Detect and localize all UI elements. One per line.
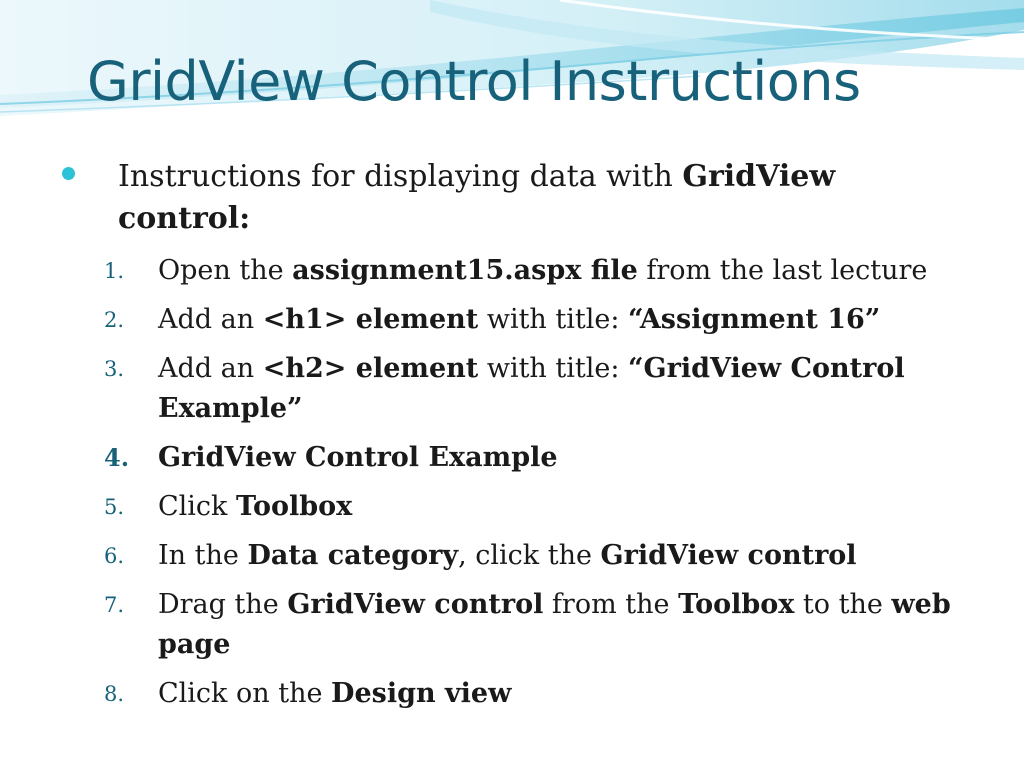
step-text bbox=[158, 353, 905, 424]
step-number: 2. bbox=[104, 308, 125, 332]
step-text-bold: GridView Control Example bbox=[158, 442, 558, 473]
step-text bbox=[158, 491, 352, 522]
step-text-bold: <h2> element bbox=[262, 353, 479, 384]
main-bullet-bold: GridView control: bbox=[118, 159, 836, 236]
step-text-plain: with title: bbox=[478, 353, 629, 384]
step-text bbox=[158, 540, 857, 571]
step-number: 7. bbox=[104, 593, 125, 617]
step-text-bold: Toolbox bbox=[236, 491, 353, 522]
step-text-plain: In the bbox=[158, 540, 248, 571]
step-text-bold: “Assignment 16” bbox=[628, 304, 881, 335]
step-item bbox=[104, 487, 984, 527]
step-number: 3. bbox=[104, 357, 125, 381]
step-text-plain: from the last lecture bbox=[637, 255, 928, 286]
step-number: 6. bbox=[104, 544, 125, 568]
step-text-bold: assignment15.aspx file bbox=[292, 255, 638, 286]
step-text-bold: web page bbox=[158, 589, 951, 660]
step-text-plain: Add an bbox=[158, 353, 263, 384]
step-text-bold: Design view bbox=[331, 678, 512, 709]
step-item bbox=[104, 536, 984, 576]
step-item bbox=[104, 349, 984, 429]
step-text-plain: with title: bbox=[478, 304, 629, 335]
step-item bbox=[104, 438, 984, 478]
step-text-bold: Toolbox bbox=[678, 589, 795, 620]
step-text-plain: Drag the bbox=[158, 589, 288, 620]
step-text-plain: Click bbox=[158, 491, 236, 522]
step-text-bold: <h1> element bbox=[262, 304, 479, 335]
step-number: 4. bbox=[104, 443, 130, 472]
main-bullet-text bbox=[118, 156, 878, 240]
step-text-plain: from the bbox=[543, 589, 679, 620]
step-text-plain: Open the bbox=[158, 255, 293, 286]
step-item bbox=[104, 674, 984, 714]
step-text-bold: GridView control bbox=[287, 589, 544, 620]
step-text-bold: Data category bbox=[247, 540, 459, 571]
main-bullet-prefix: Instructions for displaying data with bbox=[118, 159, 683, 194]
step-text-plain: Add an bbox=[158, 304, 263, 335]
step-text-plain: to the bbox=[794, 589, 892, 620]
step-text-plain: Click on the bbox=[158, 678, 332, 709]
step-text bbox=[158, 589, 951, 660]
step-text bbox=[158, 255, 927, 286]
step-text bbox=[158, 678, 511, 709]
step-number: 1. bbox=[104, 259, 125, 283]
step-text bbox=[158, 304, 880, 335]
step-item bbox=[104, 251, 984, 291]
step-number: 5. bbox=[104, 495, 125, 519]
step-text bbox=[158, 442, 558, 473]
step-number: 8. bbox=[104, 682, 125, 706]
step-text-bold: “GridView Control Example” bbox=[158, 353, 905, 424]
instruction-steps-list bbox=[104, 251, 984, 723]
slide-title: GridView Control Instructions bbox=[87, 50, 861, 113]
step-item bbox=[104, 585, 984, 665]
step-item bbox=[104, 300, 984, 340]
bullet-dot-icon bbox=[62, 167, 75, 180]
step-text-bold: GridView control bbox=[600, 540, 857, 571]
step-text-plain: , click the bbox=[458, 540, 601, 571]
